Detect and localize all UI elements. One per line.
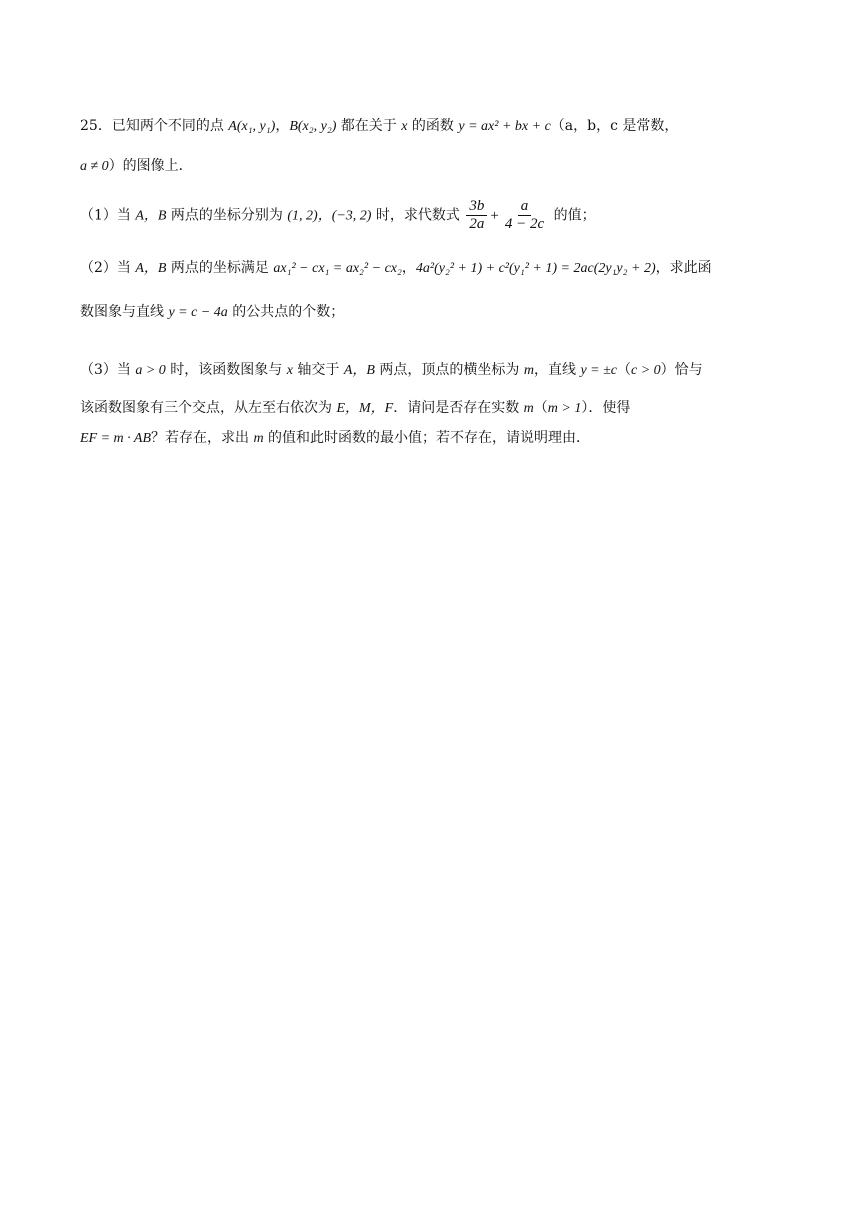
part3-x: x [286, 363, 293, 378]
intro-text: （a，b，c 是常数， [550, 118, 679, 134]
part2-text: 数图象与直线 [80, 304, 169, 320]
point-a-expr: A(x₁, y₁) [228, 119, 276, 134]
part3-text: 该函数图象有三个交点，从左至右依次为 [80, 400, 337, 416]
intro-text: 都在关于 [336, 118, 402, 134]
part3-text: 轴交于 [292, 362, 344, 378]
part1-text: 两点的坐标分别为 [166, 207, 288, 224]
intro-text: 25．已知两个不同的点 [80, 118, 229, 134]
plus-sign: + [490, 207, 499, 224]
part3-text: ）．使得 [581, 400, 631, 416]
function-expr: y = ax² + bx + c [458, 119, 551, 134]
part1-question [80, 198, 596, 234]
part2-text: ，求此函 [655, 260, 712, 276]
part2-prefix: （2）当 [80, 260, 136, 276]
part3-prefix: （3）当 [80, 362, 136, 378]
part1-coords: (1, 2)，(−3, 2) [287, 208, 372, 224]
part3-text: ．请问是否存在实数 [393, 400, 524, 416]
problem-intro-line1 [80, 116, 678, 137]
part3-points: A，B [343, 363, 375, 378]
part2-text: 的公共点的个数； [227, 304, 345, 320]
part3-m-condition: m > 1 [547, 401, 582, 416]
fraction-numerator: a [518, 198, 532, 216]
fraction-a-over-4-minus-2c [502, 198, 547, 233]
part3-text: ？若存在，求出 [151, 430, 254, 446]
fraction-3b-over-2a [466, 198, 487, 233]
fraction-denominator: 4 − 2c [504, 216, 545, 232]
part3-question-line1 [80, 360, 703, 381]
separator: ， [275, 118, 290, 134]
part3-a-condition: a > 0 [135, 363, 166, 378]
part3-question-line2 [80, 398, 630, 419]
part3-m: m [523, 363, 534, 378]
part1-text: 时，求代数式 [371, 207, 465, 224]
part3-text: 两点，顶点的横坐标为 [374, 362, 524, 378]
part2-line-expr: y = c − 4a [168, 305, 228, 320]
intro-text: 的函数 [407, 118, 459, 134]
a-nonzero-condition: a ≠ 0 [80, 159, 109, 174]
part1-prefix: （1）当 [80, 207, 136, 224]
intro-text: ）的图像上． [108, 158, 193, 174]
part3-ef-equation: EF = m · AB [80, 431, 152, 446]
separator: ， [401, 260, 416, 276]
part3-text: 的值和此时函数的最小值；若不存在，请说明理由． [263, 430, 591, 446]
fraction-numerator: 3b [466, 198, 487, 216]
problem-intro-line2 [80, 156, 193, 177]
part3-text: （ [533, 400, 548, 416]
part2-question-line2 [80, 302, 344, 323]
part3-emf-points: E，M，F [336, 401, 394, 416]
part3-m: m [253, 431, 264, 446]
part3-text: （ [617, 362, 631, 378]
part3-text: 时，该函数图象与 [165, 362, 287, 378]
part3-question-line3 [80, 428, 590, 449]
part3-line-expr: y = ±c [580, 363, 617, 378]
part3-text: ，直线 [533, 362, 581, 378]
part2-text: 两点的坐标满足 [166, 260, 274, 276]
part1-suffix: 的值； [549, 207, 596, 224]
part3-text: ）恰与 [660, 362, 703, 378]
var-x: x [401, 119, 408, 134]
part2-equation2: 4a²(y₂² + 1) + c²(y₁² + 1) = 2ac(2y₁y₂ + 2) [415, 261, 656, 276]
part2-equation1: ax₁² − cx₁ = ax₂² − cx₂ [273, 261, 402, 276]
fraction-denominator: 2a [469, 216, 485, 232]
point-b-expr: B(x₂, y₂) [289, 119, 337, 134]
part3-m: m [523, 401, 534, 416]
part3-c-condition: c > 0 [631, 363, 661, 378]
part2-question-line1 [80, 258, 712, 279]
part2-points: A，B [135, 261, 167, 276]
part1-points: A，B [135, 208, 167, 224]
